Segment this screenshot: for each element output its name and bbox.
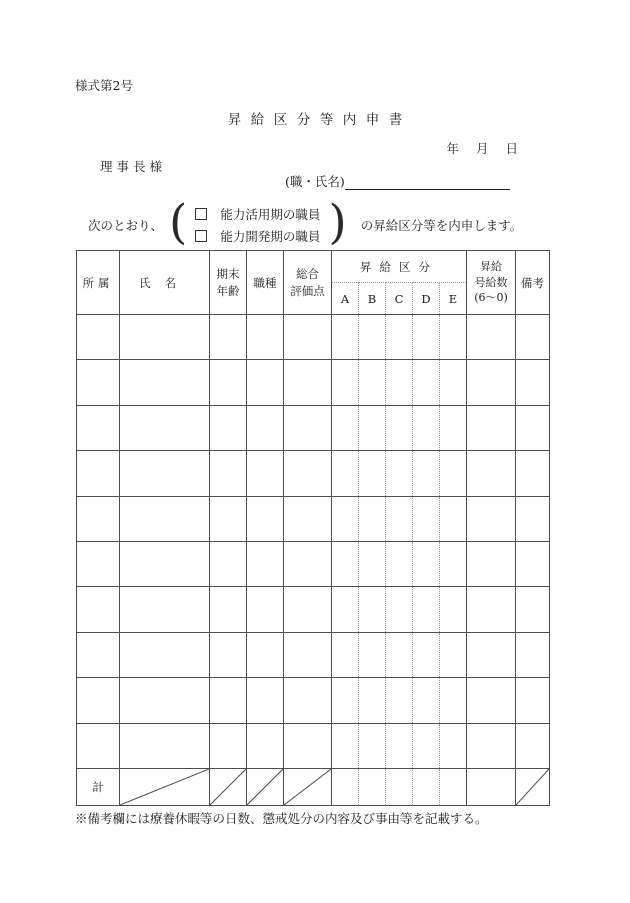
cell-grade-a[interactable] [332,496,359,541]
cell-age[interactable] [210,315,247,360]
cell-affiliation[interactable] [77,405,120,450]
cell-evaluation[interactable] [284,315,332,360]
cell-grade-e[interactable] [440,678,467,723]
cell-age[interactable] [210,587,247,632]
cell-remarks[interactable] [516,451,550,496]
cell-grade-d[interactable] [413,315,440,360]
cell-age[interactable] [210,632,247,677]
col-header-remarks: 備考 [516,251,550,315]
cell-grade-a[interactable] [332,451,359,496]
form-number: 様式第2号 [75,78,133,93]
total-crossed-cell-evaluation [284,768,332,805]
cell-grade-a[interactable] [332,405,359,450]
cell-grade-d[interactable] [413,678,440,723]
cell-raise-steps[interactable] [467,315,516,360]
empty-data-row [77,723,550,768]
cell-grade-d[interactable] [413,541,440,586]
cell-remarks[interactable] [516,315,550,360]
cell-jobtype[interactable] [247,723,284,768]
cell-grade-e[interactable] [440,632,467,677]
cell-grade-b[interactable] [359,632,386,677]
cell-grade-d[interactable] [413,496,440,541]
cell-name[interactable] [120,315,210,360]
col-header-grade-a: A [332,283,359,315]
cell-grade-e[interactable] [440,451,467,496]
cell-grade-e[interactable] [440,360,467,405]
cell-affiliation[interactable] [77,541,120,586]
total-cell-raise-steps[interactable] [467,768,516,805]
addressee: 理事長様 [100,159,167,174]
col-header-grade-b: B [359,283,386,315]
cell-evaluation[interactable] [284,405,332,450]
option-row [195,227,320,245]
cell-affiliation[interactable] [77,587,120,632]
cell-grade-c[interactable] [386,632,413,677]
cell-jobtype[interactable] [247,496,284,541]
cell-name[interactable] [120,678,210,723]
cell-name[interactable] [120,723,210,768]
cell-age[interactable] [210,360,247,405]
total-cell-grade-b[interactable] [359,768,386,805]
cell-jobtype[interactable] [247,315,284,360]
cell-age[interactable] [210,496,247,541]
cell-raise-steps[interactable] [467,723,516,768]
col-header-evaluation: 総合 評価点 [284,251,332,315]
empty-data-row [77,678,550,723]
cell-grade-b[interactable] [359,678,386,723]
total-cell-grade-e[interactable] [440,768,467,805]
cell-grade-d[interactable] [413,587,440,632]
cell-name[interactable] [120,587,210,632]
cell-affiliation[interactable] [77,315,120,360]
name-input-line[interactable] [345,175,510,190]
cell-evaluation[interactable] [284,678,332,723]
cell-age[interactable] [210,723,247,768]
cell-name[interactable] [120,451,210,496]
cell-grade-c[interactable] [386,678,413,723]
cell-jobtype[interactable] [247,360,284,405]
cell-evaluation[interactable] [284,541,332,586]
total-crossed-cell-age [210,768,247,805]
cell-grade-a[interactable] [332,587,359,632]
cell-raise-steps[interactable] [467,360,516,405]
cell-raise-steps[interactable] [467,496,516,541]
cell-grade-b[interactable] [359,587,386,632]
empty-data-row [77,405,550,450]
cell-age[interactable] [210,541,247,586]
total-crossed-cell-remarks [516,768,550,805]
cell-name[interactable] [120,360,210,405]
empty-data-row [77,587,550,632]
statement-prefix: 次のとおり、 [88,218,164,233]
total-cell-grade-d[interactable] [413,768,440,805]
month-label: 月 [475,141,489,156]
total-crossed-cell-name [120,768,210,805]
cell-remarks[interactable] [516,541,550,586]
total-cell-grade-a[interactable] [332,768,359,805]
cell-grade-e[interactable] [440,405,467,450]
cell-raise-steps[interactable] [467,632,516,677]
cell-affiliation[interactable] [77,678,120,723]
cell-grade-a[interactable] [332,315,359,360]
bracket-right: ) [328,195,347,250]
cell-affiliation[interactable] [77,451,120,496]
cell-evaluation[interactable] [284,451,332,496]
year-label: 年 [446,141,459,156]
cell-remarks[interactable] [516,360,550,405]
empty-data-row [77,315,550,360]
cell-name[interactable] [120,496,210,541]
cell-affiliation[interactable] [77,723,120,768]
cell-grade-d[interactable] [413,360,440,405]
cell-age[interactable] [210,451,247,496]
cell-remarks[interactable] [516,405,550,450]
col-header-grade-c: C [386,283,413,315]
col-header-age: 期末 年齢 [210,251,247,315]
cell-jobtype[interactable] [247,678,284,723]
cell-grade-a[interactable] [332,541,359,586]
total-row [77,768,550,805]
empty-data-row [77,496,550,541]
cell-grade-c[interactable] [386,405,413,450]
cell-grade-b[interactable] [359,360,386,405]
cell-jobtype[interactable] [247,405,284,450]
day-label: 日 [505,141,518,156]
col-header-affiliation: 所属 [77,251,120,315]
cell-evaluation[interactable] [284,360,332,405]
cell-jobtype[interactable] [247,632,284,677]
cell-name[interactable] [120,541,210,586]
cell-evaluation[interactable] [284,723,332,768]
statement-suffix: の昇給区分等を内申します。 [360,218,523,233]
statement-line [88,195,523,250]
cell-affiliation[interactable] [77,496,120,541]
cell-grade-b[interactable] [359,315,386,360]
cell-raise-steps[interactable] [467,451,516,496]
cell-grade-a[interactable] [332,723,359,768]
col-header-jobtype: 職種 [247,251,284,315]
cell-grade-e[interactable] [440,723,467,768]
cell-remarks[interactable] [516,678,550,723]
cell-affiliation[interactable] [77,632,120,677]
col-header-raise-steps: 昇給 号給数 (6〜0) [467,251,516,315]
option-group [195,205,320,245]
cell-remarks[interactable] [516,723,550,768]
cell-raise-steps[interactable] [467,587,516,632]
cell-grade-a[interactable] [332,632,359,677]
cell-age[interactable] [210,405,247,450]
col-header-raise-group: 昇給区分 [332,251,467,283]
cell-grade-d[interactable] [413,451,440,496]
cell-grade-a[interactable] [332,360,359,405]
staff-raise-table [76,250,550,806]
cell-evaluation[interactable] [284,587,332,632]
cell-grade-e[interactable] [440,496,467,541]
option-label: 能力活用期の職員 [220,207,321,222]
total-cell-grade-c[interactable] [386,768,413,805]
cell-name[interactable] [120,405,210,450]
cell-grade-c[interactable] [386,587,413,632]
cell-grade-e[interactable] [440,587,467,632]
cell-name[interactable] [120,632,210,677]
cell-grade-e[interactable] [440,541,467,586]
cell-remarks[interactable] [516,587,550,632]
cell-grade-d[interactable] [413,632,440,677]
empty-data-row [77,541,550,586]
total-label: 計 [77,768,120,805]
checkbox-development-period[interactable] [195,230,207,242]
cell-grade-c[interactable] [386,315,413,360]
cell-jobtype[interactable] [247,451,284,496]
name-label: (職・氏名) [285,174,345,189]
col-header-grade-e: E [440,283,467,315]
cell-grade-b[interactable] [359,451,386,496]
checkbox-utilization-period[interactable] [195,208,207,220]
cell-affiliation[interactable] [77,360,120,405]
cell-evaluation[interactable] [284,496,332,541]
cell-grade-b[interactable] [359,405,386,450]
staff-raise-table-wrap [76,250,550,806]
cell-grade-b[interactable] [359,496,386,541]
cell-raise-steps[interactable] [467,541,516,586]
cell-remarks[interactable] [516,632,550,677]
option-label: 能力開発期の職員 [220,229,321,244]
cell-grade-d[interactable] [413,405,440,450]
footnote: ※備考欄には療養休暇等の日数、懲戒処分の内容及び事由等を記載する。 [75,811,488,826]
empty-data-row [77,360,550,405]
cell-jobtype[interactable] [247,541,284,586]
date-line [446,139,518,157]
cell-grade-c[interactable] [386,360,413,405]
cell-jobtype[interactable] [247,587,284,632]
cell-raise-steps[interactable] [467,405,516,450]
cell-remarks[interactable] [516,496,550,541]
bracket-left: ( [169,195,188,250]
cell-age[interactable] [210,678,247,723]
cell-grade-d[interactable] [413,723,440,768]
cell-grade-c[interactable] [386,451,413,496]
cell-grade-a[interactable] [332,678,359,723]
cell-grade-c[interactable] [386,541,413,586]
option-row [195,205,320,223]
page-title: 昇給区分等内申書 [227,112,412,128]
cell-evaluation[interactable] [284,632,332,677]
empty-data-row [77,632,550,677]
cell-grade-b[interactable] [359,541,386,586]
name-line [285,172,510,190]
col-header-grade-d: D [413,283,440,315]
total-crossed-cell-jobtype [247,768,284,805]
cell-grade-c[interactable] [386,723,413,768]
col-header-name: 氏名 [120,251,210,315]
cell-grade-b[interactable] [359,723,386,768]
empty-data-row [77,451,550,496]
cell-grade-e[interactable] [440,315,467,360]
cell-grade-c[interactable] [386,496,413,541]
cell-raise-steps[interactable] [467,678,516,723]
